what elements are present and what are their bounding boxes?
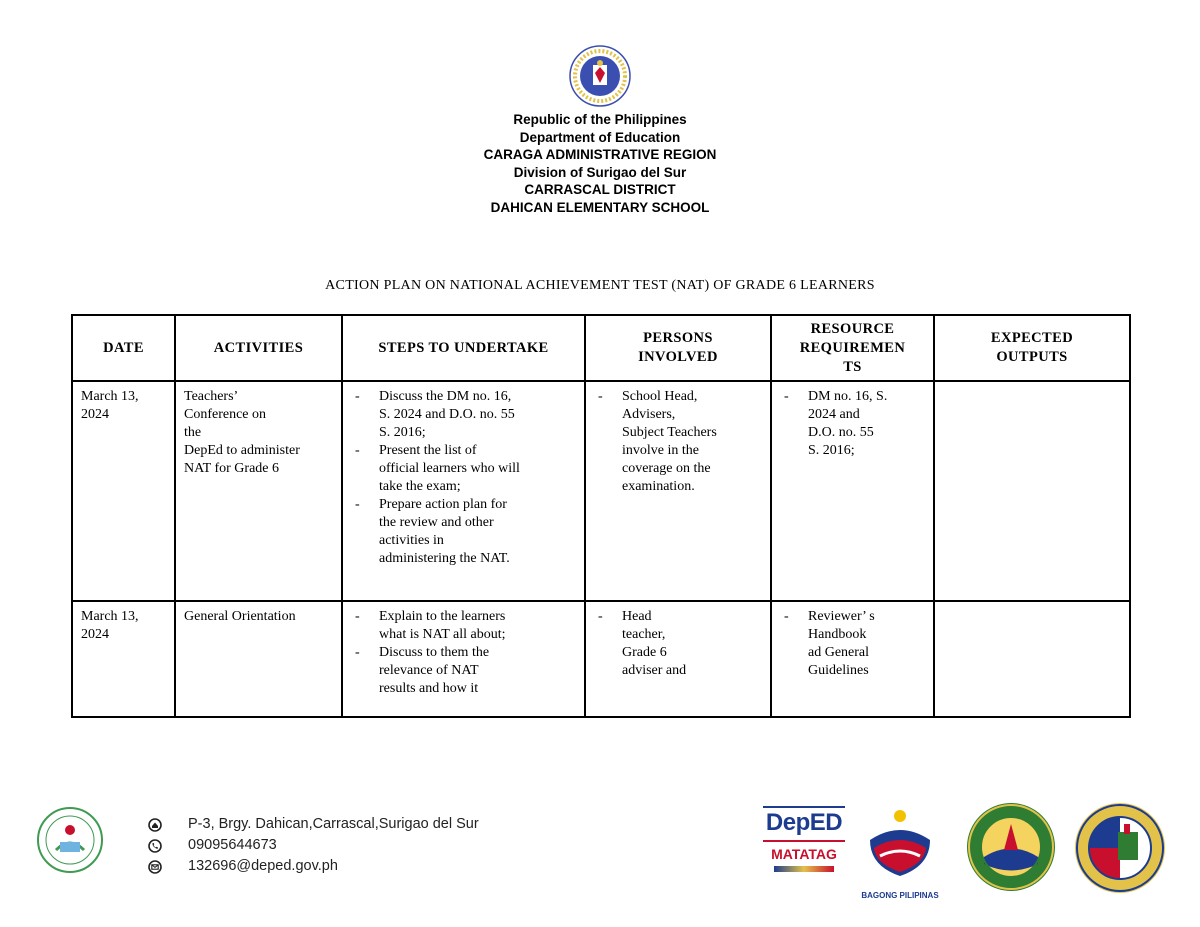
bagong-pilipinas-text: BAGONG PILIPINAS xyxy=(861,891,939,900)
deped-seal xyxy=(569,45,631,107)
cell-date: March 13, 2024 xyxy=(72,601,175,717)
header-steps: STEPS TO UNDERTAKE xyxy=(342,315,585,381)
step-item: - Prepare action plan for the review and other activities in administering the NAT. xyxy=(351,496,576,568)
footer-contact xyxy=(148,814,479,877)
table-row xyxy=(72,601,1130,717)
caraga-region-seal xyxy=(966,802,1056,892)
header-persons: PERSONS INVOLVED xyxy=(585,315,771,381)
resource-item: - DM no. 16, S. 2024 and D.O. no. 55 S. 2016; xyxy=(780,388,925,460)
action-plan-table xyxy=(71,314,1131,718)
header-line-republic: Republic of the Philippines xyxy=(513,112,687,127)
cell-outputs xyxy=(934,381,1130,601)
step-item: - Explain to the learners what is NAT all about; xyxy=(351,608,576,644)
footer-address: P-3, Brgy. Dahican,Carrascal,Surigao del Sur xyxy=(188,816,479,832)
header-line-department: Department of Education xyxy=(519,129,681,145)
header-line-division: Division of Surigao del Sur xyxy=(513,164,687,180)
matatag-logo-text: MATATAG xyxy=(771,846,837,862)
cell-resources xyxy=(771,381,934,601)
header-line-region: CARAGA ADMINISTRATIVE REGION xyxy=(483,147,717,162)
header-line-school: DAHICAN ELEMENTARY SCHOOL xyxy=(490,199,710,215)
header-outputs: EXPECTED OUTPUTS xyxy=(934,315,1130,381)
cell-resources xyxy=(771,601,934,717)
footer-phone: 09095644673 xyxy=(188,837,277,853)
cell-steps xyxy=(342,601,585,717)
letterhead xyxy=(0,111,1200,216)
document-title: ACTION PLAN ON NATIONAL ACHIEVEMENT TEST (NAT) OF GRADE 6 LEARNERS xyxy=(325,278,875,293)
bagong-pilipinas-emblem xyxy=(858,800,942,884)
footer-address-line xyxy=(148,814,479,835)
deped-matatag-logo xyxy=(763,806,845,886)
header-resources: RESOURCE REQUIREMEN TS xyxy=(771,315,934,381)
table-row xyxy=(72,381,1130,601)
cell-persons xyxy=(585,381,771,601)
step-item: - Discuss the DM no. 16, S. 2024 and D.O. no. 55 S. 2016; xyxy=(351,388,576,442)
cell-persons xyxy=(585,601,771,717)
resource-item: - Reviewer’ s Handbook ad General Guidelines xyxy=(780,608,925,680)
cell-activity: Teachers’ Conference on the DepEd to administer NAT for Grade 6 xyxy=(175,381,342,601)
step-item: - Discuss to them the relevance of NAT results and how it xyxy=(351,644,576,698)
school-logo xyxy=(36,806,104,874)
phone-icon xyxy=(148,839,162,853)
header-line-district: CARRASCAL DISTRICT xyxy=(524,182,676,197)
cell-outputs xyxy=(934,601,1130,717)
header-activities: ACTIVITIES xyxy=(175,315,342,381)
person-item: - Head teacher, Grade 6 adviser and xyxy=(594,608,762,680)
division-surigao-del-sur-seal xyxy=(1074,802,1166,894)
footer-email-line xyxy=(148,856,479,877)
footer-phone-line xyxy=(148,835,479,856)
cell-activity: General Orientation xyxy=(175,601,342,717)
deped-logo-text: DepED xyxy=(765,809,843,836)
cell-date: March 13, 2024 xyxy=(72,381,175,601)
bagong-pilipinas-logo xyxy=(858,800,942,900)
footer-email: 132696@deped.gov.ph xyxy=(188,858,338,874)
step-item: - Present the list of official learners who will take the exam; xyxy=(351,442,576,496)
person-item: - School Head, Advisers, Subject Teachers involve in the coverage on the examination. xyxy=(594,388,762,496)
cell-steps xyxy=(342,381,585,601)
home-pin-icon xyxy=(148,818,162,832)
table-header-row xyxy=(72,315,1130,381)
mail-icon xyxy=(148,860,162,874)
header-date: DATE xyxy=(72,315,175,381)
